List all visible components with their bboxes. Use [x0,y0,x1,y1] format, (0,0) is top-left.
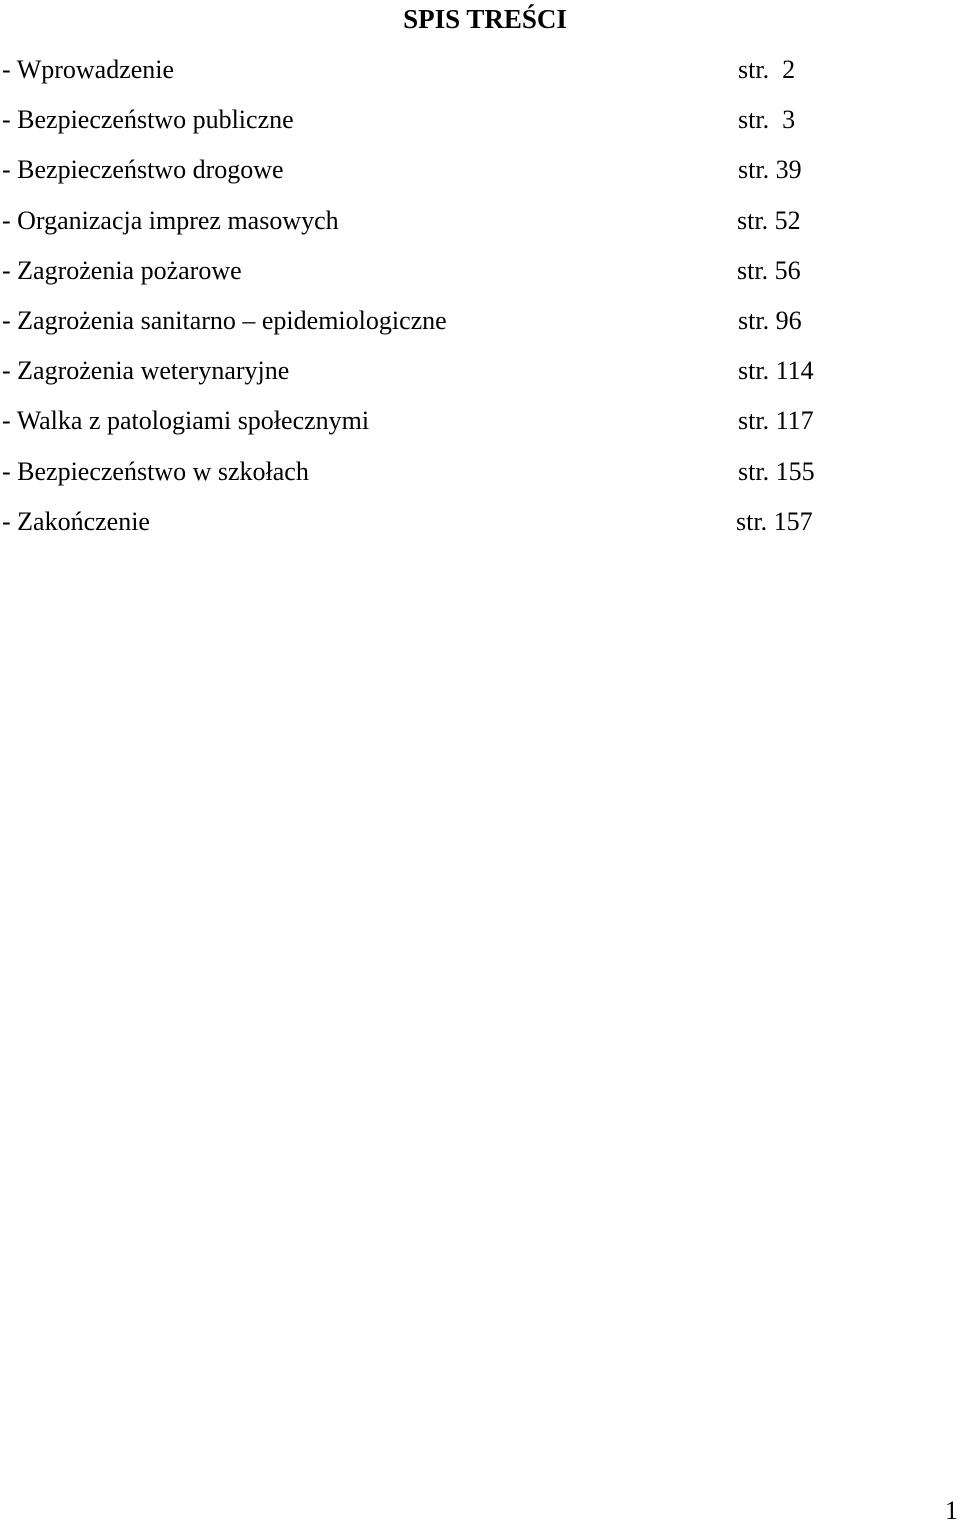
toc-entry-title: - Zagrożenia pożarowe [2,255,242,285]
page-title: SPIS TREŚCI [403,4,567,34]
toc-entry-page: str. 3 [738,105,796,135]
toc-entry [0,454,960,504]
toc-entry-title: - Bezpieczeństwo drogowe [2,155,284,185]
toc-entry-page: str. 39 [738,155,802,185]
toc-entry-page: str. 96 [738,305,802,335]
toc-entry-title: - Wprowadzenie [2,55,175,84]
toc-entry-page: str. 155 [738,456,815,486]
toc-entry [0,253,960,303]
toc-entry-page: str. 56 [737,255,801,285]
toc-entry [0,52,960,102]
toc-entry-page: str. 117 [738,406,814,436]
toc-entry [0,303,960,353]
toc-entry [0,203,960,253]
toc-entry [0,152,960,202]
toc-entry-title: - Zagrożenia weterynaryjne [2,356,290,386]
toc-entry-title: - Bezpieczeństwo publiczne [2,105,294,135]
toc-entry-page: str. 2 [738,55,796,84]
toc-entry-title: - Bezpieczeństwo w szkołach [2,456,309,486]
toc-entry-title: - Zagrożenia sanitarno – epidemiologiczne [2,305,447,335]
toc-entry-page: str. 52 [737,205,801,235]
toc-entry-page: str. 157 [736,506,813,536]
table-of-contents [0,52,960,554]
page-number: 1 [945,1496,958,1525]
toc-entry [0,504,960,554]
toc-entry-title: - Organizacja imprez masowych [2,205,339,235]
toc-entry [0,102,960,152]
toc-entry-title: - Walka z patologiami społecznymi [2,406,370,436]
toc-entry-page: str. 114 [738,356,814,386]
toc-entry-title: - Zakończenie [2,506,150,536]
toc-entry [0,353,960,403]
toc-entry [0,403,960,453]
